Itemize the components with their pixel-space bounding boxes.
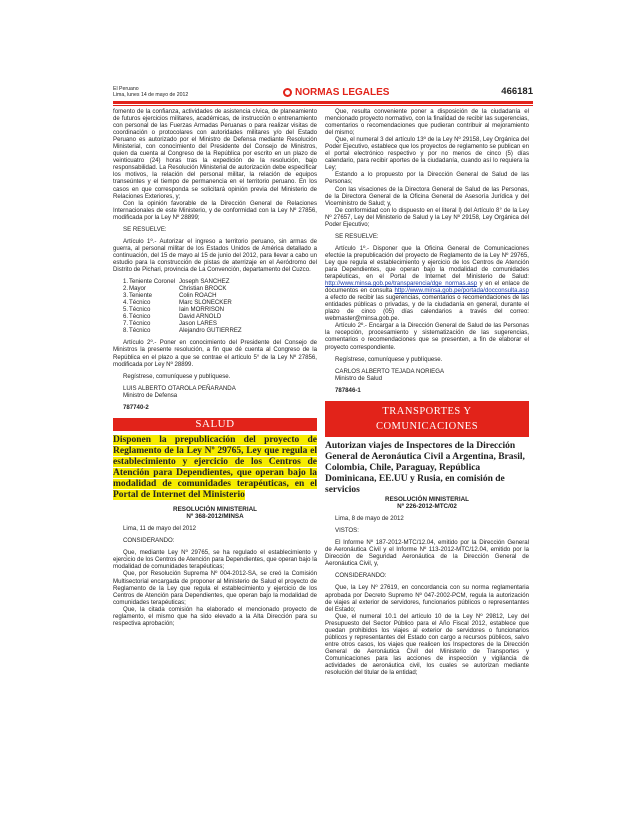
closing-formula: Regístrese, comuníquese y publíquese. xyxy=(335,355,443,363)
paragraph: Que, el numeral 3 del artículo 13º de la Ley Nº 29158, Ley Orgánica del Poder Ejecutivo, establece que los proyectos de reglamento se publican en el portal electrónico respectivo y por no menos de cinco (5) días calendario, para recibir aportes de la ciudadanía, cuando así lo requiera la Ley; xyxy=(325,136,529,172)
page-header xyxy=(113,86,533,102)
header-publication-name: El Peruano xyxy=(113,86,139,92)
section-banner-salud: SALUD xyxy=(113,418,317,431)
resolution-number: Nº 226-2012-MTC/02 xyxy=(397,502,457,510)
paragraph: Que, por Resolución Suprema Nº 004-2012-SA, se creó la Comisión Multisectorial encargada de proponer al Ministerio de Salud el proyecto de Reglamento de la Ley que regula el establecimiento y ejercicio de los Centros de Atención para Dependientes, que operan bajo la modalidad de comunidades terapéuticas; xyxy=(113,570,317,606)
paragraph: Con la opinión favorable de la Dirección General de Relaciones Internacionales de este Ministerio, y de conformidad con la Ley Nº 27856, modificada por la Ley Nº 28899; xyxy=(113,199,317,221)
document-code: 787846-1 xyxy=(335,386,361,394)
closing-formula: Regístrese, comuníquese y publíquese. xyxy=(123,372,231,380)
header-title: NORMAS LEGALES xyxy=(295,86,390,98)
header-rule-thin xyxy=(113,105,533,106)
right-column xyxy=(325,108,529,676)
list-item: 6. Técnico David ARNOLD xyxy=(123,313,222,321)
header-rule xyxy=(113,101,533,104)
considerando-label: CONSIDERANDO: xyxy=(335,572,387,580)
paragraph: Que, resulta conveniente poner a disposición de la ciudadanía el mencionado proyecto normativo, con la finalidad de recibir las sugerencias, comentarios o recomendaciones que pudieran contribuir al mejoramiento del mismo; xyxy=(325,108,529,137)
paragraph: Que, la Ley Nº 27619, en concordancia con su norma reglamentaria aprobada por Decreto Supremo Nº 047-2002-PCM, regula la autorización de viajes al exterior de servidores, funcionarios públicos o representantes del Estado; xyxy=(325,584,529,613)
link-docconsulta[interactable]: http://www.minsa.gob.pe/portada/docconsulta.asp xyxy=(394,287,529,295)
paragraph: El Informe Nº 187-2012-MTC/12.04, emitido por la Dirección General de Aeronáutica Civil y el Informe Nº 113-2012-MTC/12.04, emitido por la Dirección de Seguridad Aeronáutica de la Dirección General de Aeronáutica Civil, y, xyxy=(325,539,529,568)
section-line: TRANSPORTES Y xyxy=(382,405,472,417)
signer-title: Ministro de Salud xyxy=(335,374,383,382)
signer-name: CARLOS ALBERTO TEJADA NORIEGA xyxy=(335,367,445,375)
section-line: COMUNICACIONES xyxy=(375,420,479,432)
article-1: Artículo 1º.- Autorizar el ingreso a territorio peruano, sin armas de guerra, al personal militar de los Estados Unidos de América detallado a continuación, del 15 de mayo al 15 de junio del 2012, para llevar a cabo un estudio para la construcción de pistas de aterrizaje en el Aeródromo del Distrito de Pichari, provincia de La Convención, departamento del Cuzco. xyxy=(113,237,317,273)
list-item: 1. Teniente Coronel Joseph SANCHEZ xyxy=(123,278,230,286)
paragraph: fomento de la confianza, actividades de asistencia cívica, de planeamiento de futuros ejercicios militares, académicas, de instrucción o entrenamiento con personal de las Fuerzas Armadas Peruanas o para realizar visitas de coordinación o protocolares con autoridades militares y/o del Estado Peruano es autorizado por el Ministro de Defensa mediante Resolución Ministerial, con conocimiento del Presidente del Consejo de Ministros, quien da cuenta al Congreso de la República por escrito en un plazo de veinticuatro (24) horas tras la expedición de la resolución, bajo responsabilidad. La Resolución Ministerial de autorización debe especificar los motivos, la relación del personal militar, la relación de equipos transeúntes y el tiempo de permanencia en el territorio peruano. En los casos en que corresponda se solicitará opinión previa del Ministerio de Relaciones Exteriores, y; xyxy=(113,108,317,200)
resolution-title: RESOLUCIÓN MINISTERIAL xyxy=(173,505,257,513)
se-resuelve-label: SE RESUELVE: xyxy=(335,232,379,240)
list-item: 7. Técnico Jason LARES xyxy=(123,320,217,328)
document-code: 787740-2 xyxy=(123,403,149,411)
list-item: 2. Mayor Christian BROCK xyxy=(123,285,227,293)
paragraph: De conformidad con lo dispuesto en el literal l) del Artículo 8° de la Ley Nº 27657, Ley del Ministerio de Salud y la Ley Nº 29158, Ley Orgánica del Poder Ejecutivo; xyxy=(325,206,529,228)
resolution-date: Lima, 11 de mayo del 2012 xyxy=(123,525,197,533)
considerando-label: CONSIDERANDO: xyxy=(123,537,175,545)
signer-name: LUIS ALBERTO OTAROLA PEÑARANDA xyxy=(123,384,236,392)
signer-title: Ministro de Defensa xyxy=(123,391,178,399)
vistos-label: VISTOS: xyxy=(335,527,359,535)
headline: Disponen la prepublicación del proyecto de Reglamento de la Ley Nº 29765, Ley que regula el establecimiento y ejercicio de los Centros de Atención para Dependientes, que operan bajo la modalidad de comunidades terapéuticas, en el Portal de Internet del Ministerio xyxy=(113,434,317,500)
list-item: 3. Teniente Colin ROACH xyxy=(123,292,217,300)
paragraph: Que, el numeral 10.1 del artículo 10 de la Ley Nº 29812, Ley del Presupuesto del Sector Público para el Año Fiscal 2012, establece que quedan prohibidos los viajes al exterior de servidores o funcionarios públicos y representantes del Estado con cargo a recursos públicos, salvo entre otros casos, los viajes que realicen los Inspectores de la Dirección General de Aeronáutica Civil del Ministerio de Transportes y Comunicaciones para las acciones de inspección y vigilancia de actividades de aeronáutica civil, los cuales se autorizan mediante resolución del titular de la entidad; xyxy=(325,612,529,677)
paragraph: Estando a lo propuesto por la Dirección General de Salud de las Personas; xyxy=(325,171,529,186)
resolution-date: Lima, 8 de mayo de 2012 xyxy=(335,515,404,523)
article-1: Artículo 1º.- Disponer que la Oficina General de Comunicaciones efectúe la prepublicación del proyecto de Reglamento de la Ley Nº 29765, Ley que regula el establecimiento y ejercicio de los Centros de Atención para Dependientes, que operan bajo la modalidad de comunidades terapéuticas, en el Portal de Internet del Ministerio de Salud: http://www.minsa.gob.pe/transparencia/dge_normas.asp y en el enlace de documentos en consulta http://www.minsa.gob.pe/portada/docconsulta.asp a efecto de recibir las sugerencias, comentarios o recomendaciones de las entidades públicas o privadas, y de la ciudadanía en general, durante el plazo de cinco (05) días calendarios a través del correo: webmaster@minsa.gob.pe. xyxy=(325,244,530,323)
paragraph: Con las visaciones de la Directora General de Salud de las Personas, de la Directora General de la Oficina General de Asesoría Jurídica y del Viceministro de Salud; y, xyxy=(325,185,529,207)
page-number: 466181 xyxy=(501,86,533,97)
resolution-number: Nº 368-2012/MINSA xyxy=(186,513,244,521)
header-center xyxy=(283,86,389,98)
se-resuelve-label: SE RESUELVE: xyxy=(123,225,167,233)
list-item: 5. Técnico Iain MORRISON xyxy=(123,306,225,314)
article-2: Artículo 2º.- Poner en conocimiento del Presidente del Consejo de Ministros la presente resolución, a fin que dé cuenta al Congreso de la República en el plazo a que se contrae el artículo 5° de la Ley Nº 27856, modificada por Ley Nº 28899. xyxy=(113,339,317,368)
el-peruano-logo-icon xyxy=(283,88,292,97)
article-2: Artículo 2º.- Encargar a la Dirección General de Salud de las Personas la recepción, procesamiento y sistematización de las sugerencias, comentarios o recomendaciones que se presenten, a fin de elaborar el proyecto correspondiente. xyxy=(325,322,529,351)
list-item: 4. Técnico Marc SLONECKER xyxy=(123,299,232,307)
headline: Autorizan viajes de Inspectores de la Dirección General de Aeronáutica Civil a Argentina, Brasil, Colombia, Chile, Paraguay, República Dominicana, EE.UU y Rusia, en comisión de servicios xyxy=(325,440,525,495)
list-item: 8. Técnico Alejandro GUTIERREZ xyxy=(123,327,242,335)
header-publication-info xyxy=(113,86,188,98)
header-date: Lima, lunes 14 de mayo de 2012 xyxy=(113,92,189,98)
section-banner-transportes xyxy=(325,401,529,437)
link-transparencia[interactable]: http://www.minsa.gob.pe/transparencia/dge_normas.asp xyxy=(325,280,478,288)
resolution-title: RESOLUCIÓN MINISTERIAL xyxy=(385,495,469,503)
paragraph: Que, la citada comisión ha elaborado el mencionado proyecto de reglamento, el mismo que ha sido elevado a la Alta Dirección para su respectiva aprobación; xyxy=(113,605,317,627)
personnel-list xyxy=(123,278,317,334)
left-column xyxy=(113,108,317,627)
paragraph: Que, mediante Ley Nº 29765, se ha regulado el establecimiento y ejercicio de los Centros de Atención para Dependientes, que operan bajo la modalidad de comunidades terapéuticas; xyxy=(113,549,317,571)
